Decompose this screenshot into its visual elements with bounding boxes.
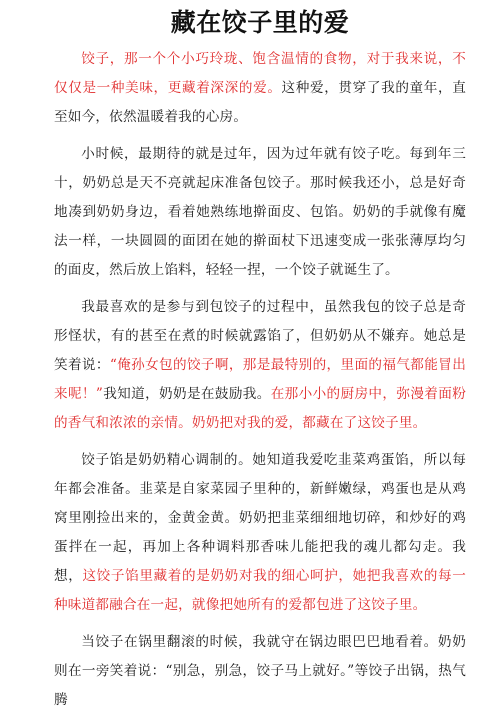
paragraph-3-quote: “俺孙女包的饺子啊，那是最特别的，里面的福气都能冒出来呢！” xyxy=(54,357,466,402)
paragraph-4 xyxy=(54,446,466,620)
paragraph-1 xyxy=(54,45,466,132)
paragraph-1-span-2: 这种爱，贯穿了我的童年，直至如今，依然温暖着我的心房。 xyxy=(54,80,466,125)
paragraph-3 xyxy=(54,293,466,438)
paragraph-5-span-1: 当饺子在锅里翻滚的时候，我就守在锅边眼巴巴地看着。奶奶则在一旁笑着说：“别急，别急，饺子马上就好。”等饺子出锅，热气腾 xyxy=(54,634,466,708)
paragraph-4-span-1: 饺子馅是奶奶精心调制的。她知道我爱吃韭菜鸡蛋馅，所以每年都会准备。韭菜是自家菜园子里种的，新鲜嫩绿，鸡蛋也是从鸡窝里刚捡出来的，金黄金黄。奶奶把韭菜细细地切碎，和炒好的鸡蛋拌在一起，再加上各种调料那香味儿能把我的魂儿都勾走。我想， xyxy=(54,452,466,584)
paragraph-1-span-1: 饺子，那一个个小巧玲珑、饱含温情的食物，对于我来说，不仅仅是一种美味，更藏着深深的爱。 xyxy=(54,51,466,96)
paragraph-5 xyxy=(54,628,466,715)
paragraph-2-span-1: 小时候，最期待的就是过年，因为过年就有饺子吃。每到年三十，奶奶总是天不亮就起床准备包饺子。那时候我还小，总是好奇地凑到奶奶身边，看着她熟练地擀面皮、包馅。奶奶的手就像有魔法一样，一块圆圆的面团在她的擀面杖下迅速变成一张张薄厚均匀的面皮，然后放上馅料，轻轻一捏，一个饺子就诞生了。 xyxy=(54,146,466,278)
paragraph-4-span-2: 这饺子馅里藏着的是奶奶对我的细心呵护，她把我喜欢的每一种味道都融合在一起，就像把她所有的爱都包进了这饺子里。 xyxy=(54,568,466,613)
paragraph-3-span-3: 我知道，奶奶是在鼓励我。 xyxy=(103,386,271,402)
page-title: 藏在饺子里的爱 xyxy=(170,8,350,37)
paragraph-3-span-4: 在那小小的厨房中，弥漫着面粉的香气和浓浓的亲情。奶奶把对我的爱，都藏在了这饺子里。 xyxy=(54,386,466,431)
paragraph-2 xyxy=(54,140,466,285)
paragraph-3-span-1: 我最喜欢的是参与到包饺子的过程中，虽然我包的饺子总是奇形怪状，有的甚至在煮的时候就露馅了，但奶奶从不嫌弃。她总是笑着说： xyxy=(54,299,466,373)
